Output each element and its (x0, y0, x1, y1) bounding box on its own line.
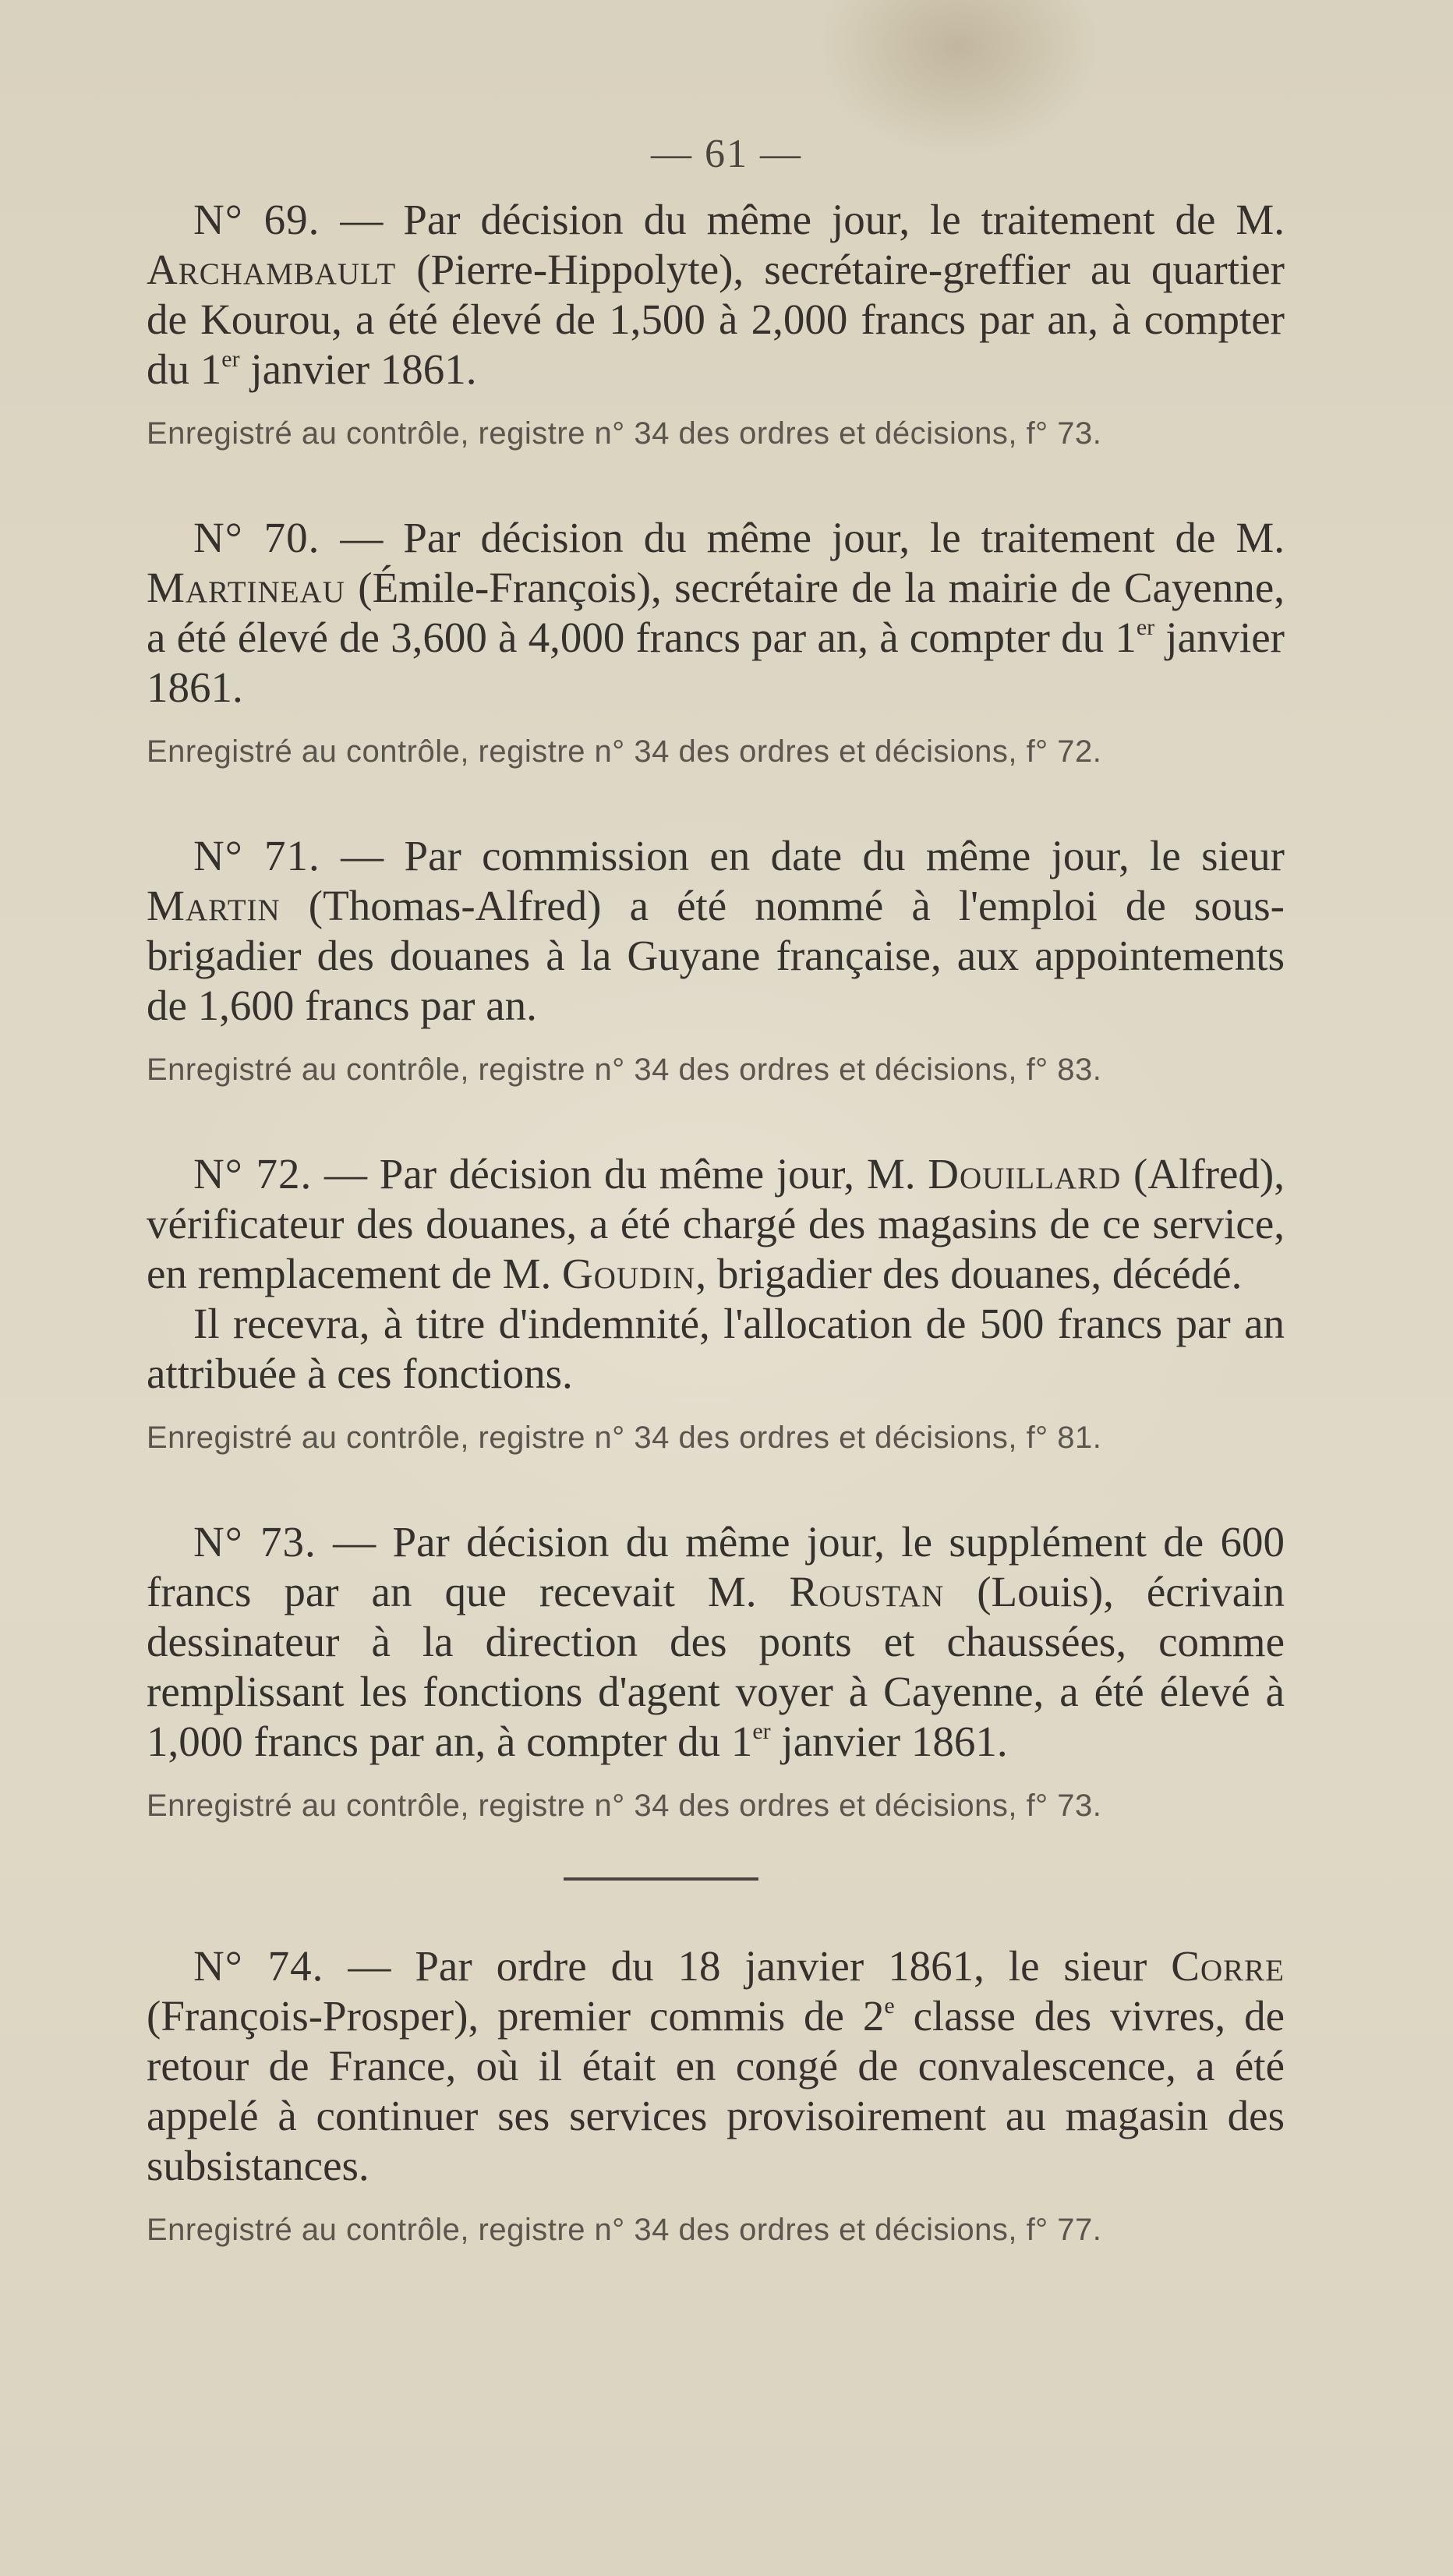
registry-note: Enregistré au contrôle, registre n° 34 des ordres et décisions, f° 72. (147, 734, 1102, 769)
entry-number: N° 70. (193, 514, 320, 561)
entry-text-part: — Par décision du même jour, M. (312, 1150, 928, 1198)
entry-number: N° 72. (193, 1150, 313, 1198)
person-name: Martineau (147, 564, 345, 611)
entry-text (147, 831, 1285, 1031)
superscript: er (752, 1718, 771, 1744)
entry-74 (147, 1941, 1285, 2249)
entry-number: N° 73. (193, 1518, 316, 1566)
person-name: Archambault (147, 246, 397, 293)
entry-69 (147, 195, 1285, 452)
entry-72 (147, 1149, 1285, 1456)
entry-text (147, 513, 1285, 713)
superscript: er (1136, 614, 1155, 640)
superscript: e (884, 1993, 895, 2019)
person-name: Douillard (928, 1150, 1122, 1198)
entry-paragraph-2: Il recevra, à titre d'indemnité, l'allocation de 500 francs par an attribuée à ces fonctions. (147, 1300, 1285, 1397)
registry-note: Enregistré au contrôle, registre n° 34 des ordres et décisions, f° 83. (147, 1053, 1102, 1087)
entry-text-part: — Par ordre du 18 janvier 1861, le sieur (323, 1942, 1172, 1990)
person-name: Roustan (789, 1568, 945, 1615)
entry-text (147, 1149, 1285, 1399)
superscript: er (221, 346, 240, 372)
entry-text-part: — Par décision du même jour, le traitement de M. (320, 514, 1285, 561)
entry-text (147, 195, 1285, 395)
entry-text-part: (Émile-François), secrétaire de la mairie de Cayenne, a été élevé de 3,600 à 4,000 francs par an, à compter du 1 (147, 564, 1285, 661)
section-divider (147, 1824, 1285, 1941)
entry-text-part: classe des vivres, de retour de France, où il était en congé de convalescence, a été appelé à continuer ses services provisoirement au magasin des subsistances. (147, 1992, 1285, 2189)
entry-number: N° 74. (193, 1942, 324, 1990)
entry-text (147, 1517, 1285, 1767)
entries-list (147, 195, 1285, 2249)
person-name: Martin (147, 882, 281, 929)
entry-number: N° 71. (193, 832, 320, 879)
registry-note: Enregistré au contrôle, registre n° 34 des ordres et décisions, f° 77. (147, 2213, 1102, 2247)
registry-note: Enregistré au contrôle, registre n° 34 des ordres et décisions, f° 73. (147, 416, 1102, 451)
entry-text-part: janvier 1861. (239, 345, 477, 393)
person-name: Corre (1171, 1942, 1285, 1990)
divider-rule (564, 1877, 758, 1881)
entry-70 (147, 513, 1285, 770)
entry-text-part: (Pierre-Hippolyte), secrétaire-greffier au quartier de Kourou, a été élevé de 1,500 à 2,000 francs par an, à compter du 1 (147, 246, 1285, 393)
entry-text-part: — Par commission en date du même jour, le sieur (320, 832, 1285, 879)
entry-text-part: janvier 1861. (147, 614, 1285, 711)
entry-text-part: (Thomas-Alfred) a été nommé à l'emploi de sous-brigadier des douanes à la Guyane française, aux appointements de 1,600 francs par an. (147, 882, 1285, 1029)
entry-73 (147, 1517, 1285, 1824)
entry-text-part: janvier 1861. (770, 1718, 1008, 1765)
entry-text-part: — Par décision du même jour, le traitement de M. (320, 196, 1285, 243)
person-name: Goudin (561, 1250, 696, 1297)
entry-number: N° 69. (193, 196, 320, 243)
entry-text-part: , brigadier des douanes, décédé. (695, 1250, 1243, 1297)
entry-text (147, 1941, 1285, 2191)
entry-text-part: (Alfred), vérificateur des douanes, a été chargé des magasins de ce service, en remplacement de M. (147, 1150, 1285, 1297)
page-number: — 61 — (651, 132, 802, 176)
entry-text-part: — Par décision du même jour, le supplément de 600 francs par an que recevait M. (147, 1518, 1285, 1615)
entry-71 (147, 831, 1285, 1088)
registry-note: Enregistré au contrôle, registre n° 34 des ordres et décisions, f° 73. (147, 1789, 1102, 1823)
registry-note: Enregistré au contrôle, registre n° 34 des ordres et décisions, f° 81. (147, 1421, 1102, 1455)
entry-text-part: (François-Prosper), premier commis de 2 (147, 1992, 885, 2040)
entry-text-part: (Louis), écrivain dessinateur à la direction des ponts et chaussées, comme remplissant les fonctions d'agent voyer à Cayenne, a été élevé à 1,000 francs par an, à compter du 1 (147, 1568, 1285, 1765)
